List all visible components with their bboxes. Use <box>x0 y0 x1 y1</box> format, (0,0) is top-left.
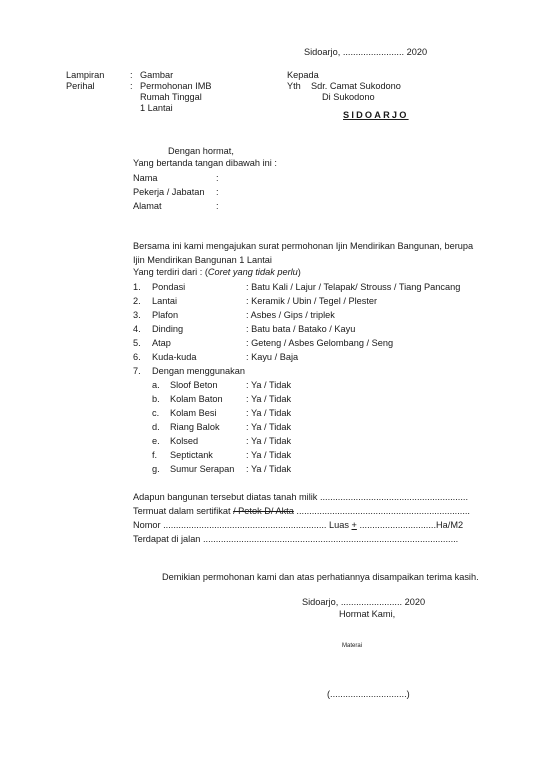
subitem-label: Sumur Serapan <box>170 464 235 474</box>
subitem-letter: a. <box>152 380 160 390</box>
recipient-name: Sdr. Camat Sukodono <box>311 81 401 91</box>
item-value: : Batu bata / Batako / Kayu <box>246 324 356 334</box>
subitem-value: : Ya / Tidak <box>246 408 292 418</box>
subitem-letter: e. <box>152 436 160 446</box>
perihal-value-3: 1 Lantai <box>140 103 173 113</box>
subitem-value: : Ya / Tidak <box>246 450 292 460</box>
item-value: : Kayu / Baja <box>246 352 299 362</box>
subitem-label: Septictank <box>170 450 213 460</box>
item-num: 6. <box>133 352 141 362</box>
yth-label: Yth <box>287 81 301 91</box>
perihal-colon: : <box>130 81 133 91</box>
item-num: 5. <box>133 338 141 348</box>
body-line-3-suffix: ) <box>297 267 301 277</box>
item-label: Atap <box>152 338 171 348</box>
subitem-label: Sloof Beton <box>170 380 218 390</box>
identity-label-name: Nama <box>133 173 158 183</box>
item-num: 4. <box>133 324 141 334</box>
subitem-value: : Ya / Tidak <box>246 422 292 432</box>
subitem-letter: f. <box>152 450 158 460</box>
subitem-value: : Ya / Tidak <box>246 464 292 474</box>
item-value: : Geteng / Asbes Gelombang / Seng <box>246 338 394 348</box>
item-value: : Batu Kali / Lajur / Telapak/ Strouss / Tiang Pancang <box>246 282 461 292</box>
item-num: 1. <box>133 282 141 292</box>
subitem-value: : Ya / Tidak <box>246 394 292 404</box>
recipient-city: SIDOARJO <box>343 110 409 120</box>
item-label: Lantai <box>152 296 178 306</box>
signature-name-line: (..............................) <box>327 689 410 699</box>
letter-date: Sidoarjo, ........................ 2020 <box>304 47 428 57</box>
certificate-prefix: Termuat dalam sertifikat <box>133 506 234 516</box>
intro-text: Yang bertanda tangan dibawah ini : <box>133 158 277 168</box>
body-line-2: Ijin Mendirikan Bangunan 1 Lantai <box>133 255 272 265</box>
item-value: : Asbes / Gips / triplek <box>246 310 335 320</box>
subitem-label: Kolsed <box>170 436 199 446</box>
item-label: Kuda-kuda <box>152 352 197 362</box>
item-label: Plafon <box>152 310 179 320</box>
closing-text: Demikian permohonan kami dan atas perhatiannya disampaikan terima kasih. <box>162 572 479 582</box>
certificate-line <box>133 506 470 517</box>
land-owner-line: Adapun bangunan tersebut diatas tanah milik .......................................................... <box>133 492 468 502</box>
certificate-suffix: .................................................................... <box>293 506 470 516</box>
identity-label-address: Alamat <box>133 201 162 211</box>
subitem-label: Kolam Baton <box>170 394 223 404</box>
identity-label-job: Pekerja / Jabatan <box>133 187 205 197</box>
perihal-label: Perihal <box>66 81 95 91</box>
body-line-1: Bersama ini kami mengajukan surat permohonan Ijin Mendirikan Bangunan, berupa <box>133 241 474 251</box>
signature-regards: Hormat Kami, <box>339 609 396 619</box>
lampiran-value: Gambar <box>140 70 174 80</box>
identity-colon-name: : <box>216 173 219 183</box>
item-label: Pondasi <box>152 282 186 292</box>
item-num: 3. <box>133 310 141 320</box>
perihal-value-2: Rumah Tinggal <box>140 92 202 102</box>
body-line-3-prefix: Yang terdiri dari : ( <box>133 267 208 277</box>
lampiran-label: Lampiran <box>66 70 105 80</box>
identity-colon-address: : <box>216 201 219 211</box>
subitem-value: : Ya / Tidak <box>246 380 292 390</box>
materai-stamp-label: Materai <box>342 643 363 649</box>
recipient-place: Di Sukodono <box>322 92 375 102</box>
street-line: Terdapat di jalan .................................................................................................... <box>133 534 459 544</box>
identity-colon-job: : <box>216 187 219 197</box>
item-label: Dinding <box>152 324 184 334</box>
number-area-prefix: Nomor ................................................................ Luas <box>133 520 352 530</box>
subitem-letter: d. <box>152 422 160 432</box>
item-num: 7. <box>133 366 141 376</box>
item-value: : Keramik / Ubin / Tegel / Plester <box>246 296 378 306</box>
certificate-struck: / Petok D/ Akta <box>233 506 294 516</box>
subitem-letter: c. <box>152 408 160 418</box>
number-area-suffix: ..............................Ha/M2 <box>356 520 464 530</box>
subitem-letter: g. <box>152 464 160 474</box>
body-line-3 <box>133 267 301 278</box>
greeting: Dengan hormat, <box>168 146 234 156</box>
lampiran-colon: : <box>130 70 133 80</box>
subitem-letter: b. <box>152 394 160 404</box>
plus-minus-sign: + <box>351 520 357 530</box>
kepada-label: Kepada <box>287 70 319 80</box>
subitem-label: Riang Balok <box>170 422 220 432</box>
subitem-label: Kolam Besi <box>170 408 217 418</box>
item-label: Dengan menggunakan <box>152 366 245 376</box>
signature-date: Sidoarjo, ........................ 2020 <box>302 597 426 607</box>
perihal-value-1: Permohonan IMB <box>140 81 212 91</box>
item-num: 2. <box>133 296 141 306</box>
subitem-value: : Ya / Tidak <box>246 436 292 446</box>
number-area-line <box>133 520 463 531</box>
body-line-3-italic: Coret yang tidak perlu <box>207 267 298 277</box>
